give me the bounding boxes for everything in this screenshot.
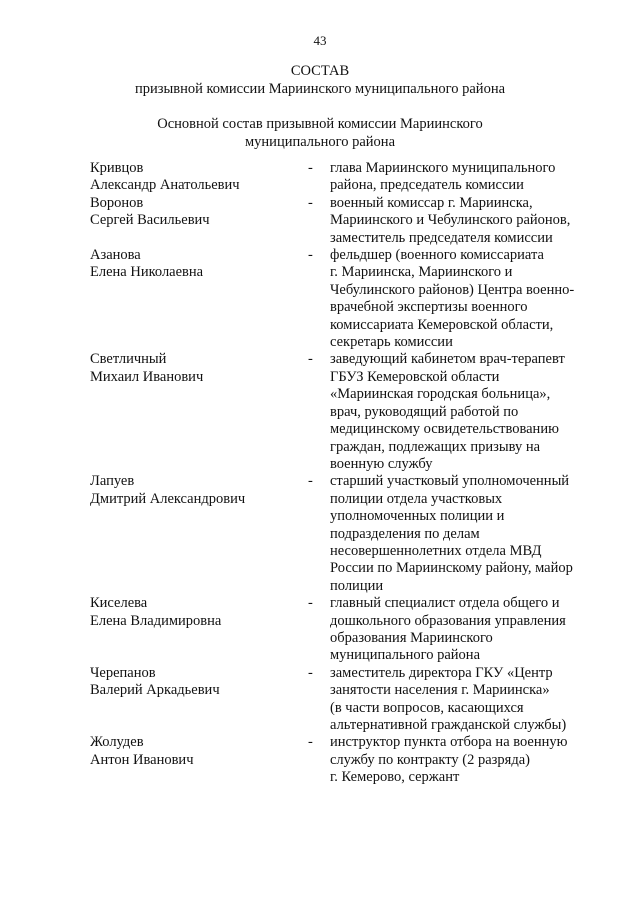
member-position-line: медицинскому освидетельствованию [330, 421, 559, 438]
member-position-line: полиции [330, 577, 384, 594]
member-position-line: заведующий кабинетом врач-терапевт [330, 351, 565, 368]
member-position-line: инструктор пункта отбора на военную [330, 734, 568, 751]
member-position-line: дошкольного образования управления [330, 612, 566, 629]
member-position-line: Чебулинского районов) Центра военно- [330, 281, 575, 298]
member-dash: - [308, 247, 313, 264]
member-position-line: заместитель директора ГКУ «Центр [330, 664, 553, 681]
member-name-line: Светличный [90, 351, 167, 368]
section-title-line: муниципального района [245, 134, 395, 150]
member-dash: - [308, 473, 313, 490]
member-position-line: «Мариинская городская больница», [330, 386, 551, 403]
members-list [90, 160, 600, 787]
member-name [90, 595, 300, 630]
member-position-line: полиции отдела участковых [330, 490, 503, 507]
member-name-line: Черепанов [90, 664, 156, 681]
member-position-line: врачебной экспертизы военного [330, 299, 528, 316]
member-position [330, 595, 600, 665]
member-name-line: Кривцов [90, 160, 144, 176]
member-position [330, 473, 600, 595]
member-row [90, 351, 600, 473]
member-row [90, 595, 600, 665]
member-position-line: г. Мариинска, Мариинского и [330, 264, 513, 281]
member-position-line: фельдшер (военного комиссариата [330, 247, 544, 264]
member-row [90, 195, 600, 247]
member-position-line: граждан, подлежащих призыву на [330, 438, 541, 455]
member-name-line: Сергей Васильевич [90, 212, 210, 229]
document-subtitle: призывной комиссии Мариинского муниципального района [134, 81, 506, 97]
member-position-line: врач, руководящий работой по [330, 403, 519, 420]
member-dash: - [308, 734, 313, 751]
member-position-line: (в части вопросов, касающихся [330, 699, 524, 716]
member-position-line: занятости населения г. Мариинска» [330, 682, 550, 699]
member-dash: - [308, 664, 313, 681]
member-row [90, 247, 600, 351]
document-heading [0, 62, 640, 98]
member-name-line: Елена Владимировна [90, 612, 222, 629]
member-name-line: Лапуев [90, 473, 135, 490]
member-position-line: заместитель председателя комиссии [330, 229, 553, 246]
member-position-line: Мариинского и Чебулинского районов, [330, 212, 571, 229]
member-name [90, 665, 300, 700]
member-position-line: комиссариата Кемеровской области, [330, 316, 554, 333]
member-position-line: глава Мариинского муниципального [330, 160, 556, 176]
member-row [90, 473, 600, 595]
member-name-line: Жолудев [90, 734, 144, 751]
member-name-line: Воронов [90, 194, 144, 211]
member-position [330, 247, 600, 351]
member-name-line: Валерий Аркадьевич [90, 682, 220, 699]
member-name-line: Александр Анатольевич [90, 177, 240, 194]
member-position-line: муниципального района [330, 647, 480, 664]
member-position-line: района, председатель комиссии [330, 177, 524, 194]
member-position-line: ГБУЗ Кемеровской области [330, 368, 500, 385]
member-position-line: подразделения по делам [330, 525, 480, 542]
member-row [90, 160, 600, 195]
member-position-line: образования Мариинского [330, 629, 493, 646]
member-name [90, 247, 300, 282]
member-name-line: Антон Иванович [90, 751, 194, 768]
section-title-line: Основной состав призывной комиссии Мариинского [157, 116, 483, 132]
member-name [90, 351, 300, 386]
member-name [90, 160, 300, 195]
member-position-line: службу по контракту (2 разряда) [330, 751, 530, 768]
member-dash: - [308, 194, 313, 211]
member-name-line: Азанова [90, 247, 141, 264]
member-position-line: секретарь комиссии [330, 334, 453, 351]
member-name [90, 473, 300, 508]
document-title: СОСТАВ [290, 63, 350, 79]
member-row [90, 665, 600, 735]
member-dash: - [308, 351, 313, 368]
member-name [90, 734, 300, 769]
member-position-line: главный специалист отдела общего и [330, 595, 560, 612]
member-position [330, 160, 600, 195]
page-number: 43 [313, 33, 327, 48]
member-name-line: Елена Николаевна [90, 264, 204, 281]
member-position [330, 665, 600, 735]
member-position-line: альтернативной гражданской службы) [330, 717, 567, 733]
member-position-line: военный комиссар г. Мариинска, [330, 194, 533, 211]
member-row [90, 734, 600, 786]
member-position-line: уполномоченных полиции и [330, 508, 505, 525]
member-position-line: России по Мариинскому району, майор [330, 560, 573, 577]
member-position [330, 734, 600, 786]
section-title [0, 115, 640, 151]
member-position-line: старший участковый уполномоченный [330, 473, 570, 490]
member-dash: - [308, 160, 313, 176]
member-name [90, 195, 300, 230]
member-position-line: г. Кемерово, сержант [330, 769, 460, 786]
member-name-line: Киселева [90, 595, 148, 612]
member-name-line: Михаил Иванович [90, 368, 204, 385]
member-position [330, 195, 600, 247]
member-position-line: несовершеннолетних отдела МВД [330, 542, 542, 559]
member-position [330, 351, 600, 473]
member-position-line: военную службу [330, 455, 433, 472]
member-dash: - [308, 595, 313, 612]
member-name-line: Дмитрий Александрович [90, 490, 246, 507]
